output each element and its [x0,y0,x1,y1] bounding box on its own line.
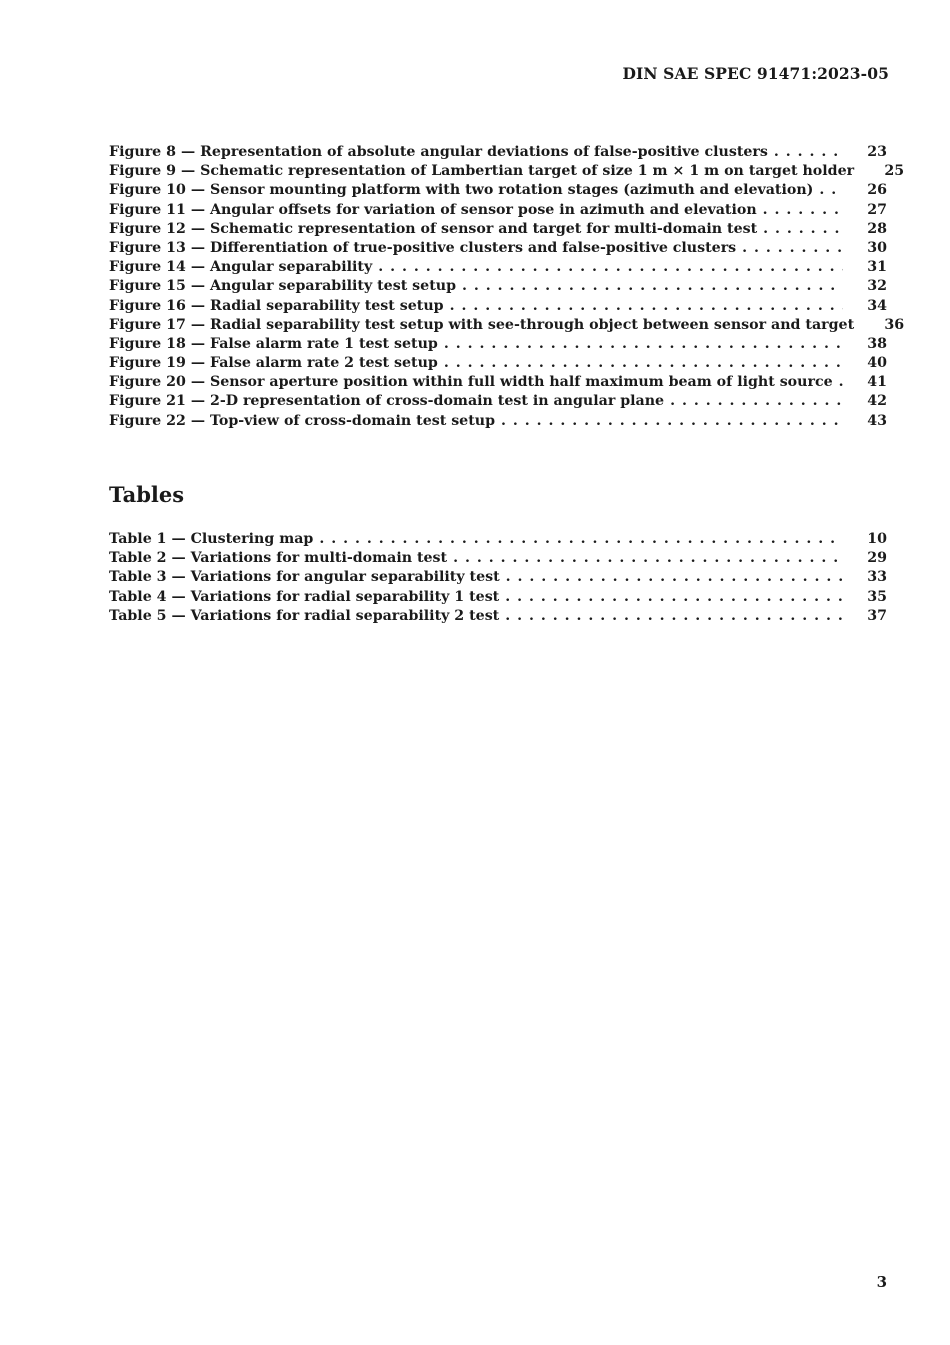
dot-leader [757,201,843,220]
toc-entry-label: Table 5 — Variations for radial separability 2 test [109,607,500,624]
toc-entry-page: 23 [867,144,887,160]
dot-leader [372,258,843,277]
toc-entry-page: 43 [867,412,887,429]
toc-entry-table-5[interactable] [109,607,887,626]
toc-entry-figure-14[interactable] [109,258,887,277]
dot-leader [499,607,843,626]
toc-entry-figure-13[interactable] [109,239,887,258]
toc-entry-label: Figure 13 — Differentiation of true-positive clusters and false-positive clusters [109,239,737,256]
dot-leader [854,162,860,181]
dot-leader [736,239,843,258]
dot-leader [500,568,843,587]
toc-entry-page: 31 [867,259,887,276]
toc-entry-figure-16[interactable] [109,297,887,316]
toc-entry-figure-8[interactable] [109,143,887,162]
toc-entry-figure-15[interactable] [109,277,887,296]
toc-entry-page: 35 [867,588,887,605]
toc-entry-page: 26 [867,182,887,199]
toc-entry-figure-18[interactable] [109,335,887,354]
toc-entry-page: 29 [867,550,887,567]
toc-entry-label: Figure 9 — Schematic representation of Lambertian target of size 1 m × 1 m on target holder [109,163,855,180]
toc-entry-label: Table 3 — Variations for angular separability test [109,569,500,586]
page-number: 3 [876,1273,887,1291]
toc-entry-label: Figure 17 — Radial separability test setup with see-through object between sensor and target [109,316,855,333]
dot-leader [833,373,843,392]
dot-leader [664,392,843,411]
toc-entry-figure-11[interactable] [109,201,887,220]
toc-entry-page: 28 [867,220,887,237]
dot-leader [438,354,843,373]
toc-entry-label: Figure 12 — Schematic representation of sensor and target for multi-domain test [109,220,758,237]
toc-entry-figure-21[interactable] [109,392,887,411]
document-id: DIN SAE SPEC 91471:2023-05 [622,64,889,83]
toc-entry-page: 25 [884,163,905,180]
toc-entry-label: Figure 16 — Radial separability test setup [109,297,444,314]
toc-entry-figure-12[interactable] [109,220,887,239]
toc-entry-label: Figure 11 — Angular offsets for variation of sensor pose in azimuth and elevation [109,201,757,218]
dot-leader [444,297,843,316]
toc-entry-page: 42 [867,393,887,410]
dot-leader [499,588,843,607]
toc-entry-table-3[interactable] [109,568,887,587]
toc-entry-label: Figure 22 — Top-view of cross-domain test setup [109,412,495,429]
toc-entry-page: 33 [867,569,887,586]
toc-entry-label: Figure 8 — Representation of absolute angular deviations of false-positive clusters [109,144,768,160]
dot-leader [495,412,843,431]
toc-entry-label: Table 4 — Variations for radial separability 1 test [109,588,500,605]
toc-entry-figure-10[interactable] [109,181,887,200]
dot-leader [456,277,843,296]
toc-entry-label: Figure 19 — False alarm rate 2 test setup [109,355,438,372]
toc-entry-label: Table 2 — Variations for multi-domain test [109,550,448,567]
toc-entry-label: Figure 10 — Sensor mounting platform with two rotation stages (azimuth and elevation) [109,182,814,199]
toc-entry-label: Figure 14 — Angular separability [109,259,373,276]
toc-entry-table-2[interactable] [109,549,887,568]
toc-entry-label: Figure 20 — Sensor aperture position within full width half maximum beam of light source [109,374,833,391]
toc-entry-page: 38 [867,335,887,352]
toc-entry-page: 10 [867,531,887,547]
toc-entry-page: 36 [884,316,905,333]
toc-entry-page: 41 [867,374,887,391]
toc-entry-figure-22[interactable] [109,412,887,431]
toc-entry-page: 27 [867,201,887,218]
toc-entry-page: 30 [867,239,887,256]
dot-leader [313,530,843,549]
toc-entry-label: Table 1 — Clustering map [109,531,314,547]
toc-entry-figure-20[interactable] [109,373,887,392]
toc-entry-table-1[interactable] [109,530,887,549]
toc-entry-table-4[interactable] [109,588,887,607]
dot-leader [768,143,843,162]
dot-leader [854,316,860,335]
list-of-tables [109,530,887,626]
toc-entry-figure-17[interactable] [109,316,905,335]
toc-entry-page: 37 [867,607,887,624]
toc-entry-label: Figure 21 — 2-D representation of cross-domain test in angular plane [109,393,665,410]
toc-entry-label: Figure 15 — Angular separability test setup [109,278,456,295]
toc-entry-figure-19[interactable] [109,354,887,373]
toc-entry-label: Figure 18 — False alarm rate 1 test setup [109,335,438,352]
toc-entry-page: 34 [867,297,887,314]
dot-leader [438,335,843,354]
dot-leader [813,181,843,200]
dot-leader [447,549,843,568]
dot-leader [757,220,843,239]
list-of-figures [109,143,905,431]
toc-entry-figure-9[interactable] [109,162,905,181]
tables-heading: Tables [109,482,185,507]
toc-entry-page: 40 [867,355,887,372]
toc-entry-page: 32 [867,278,887,295]
